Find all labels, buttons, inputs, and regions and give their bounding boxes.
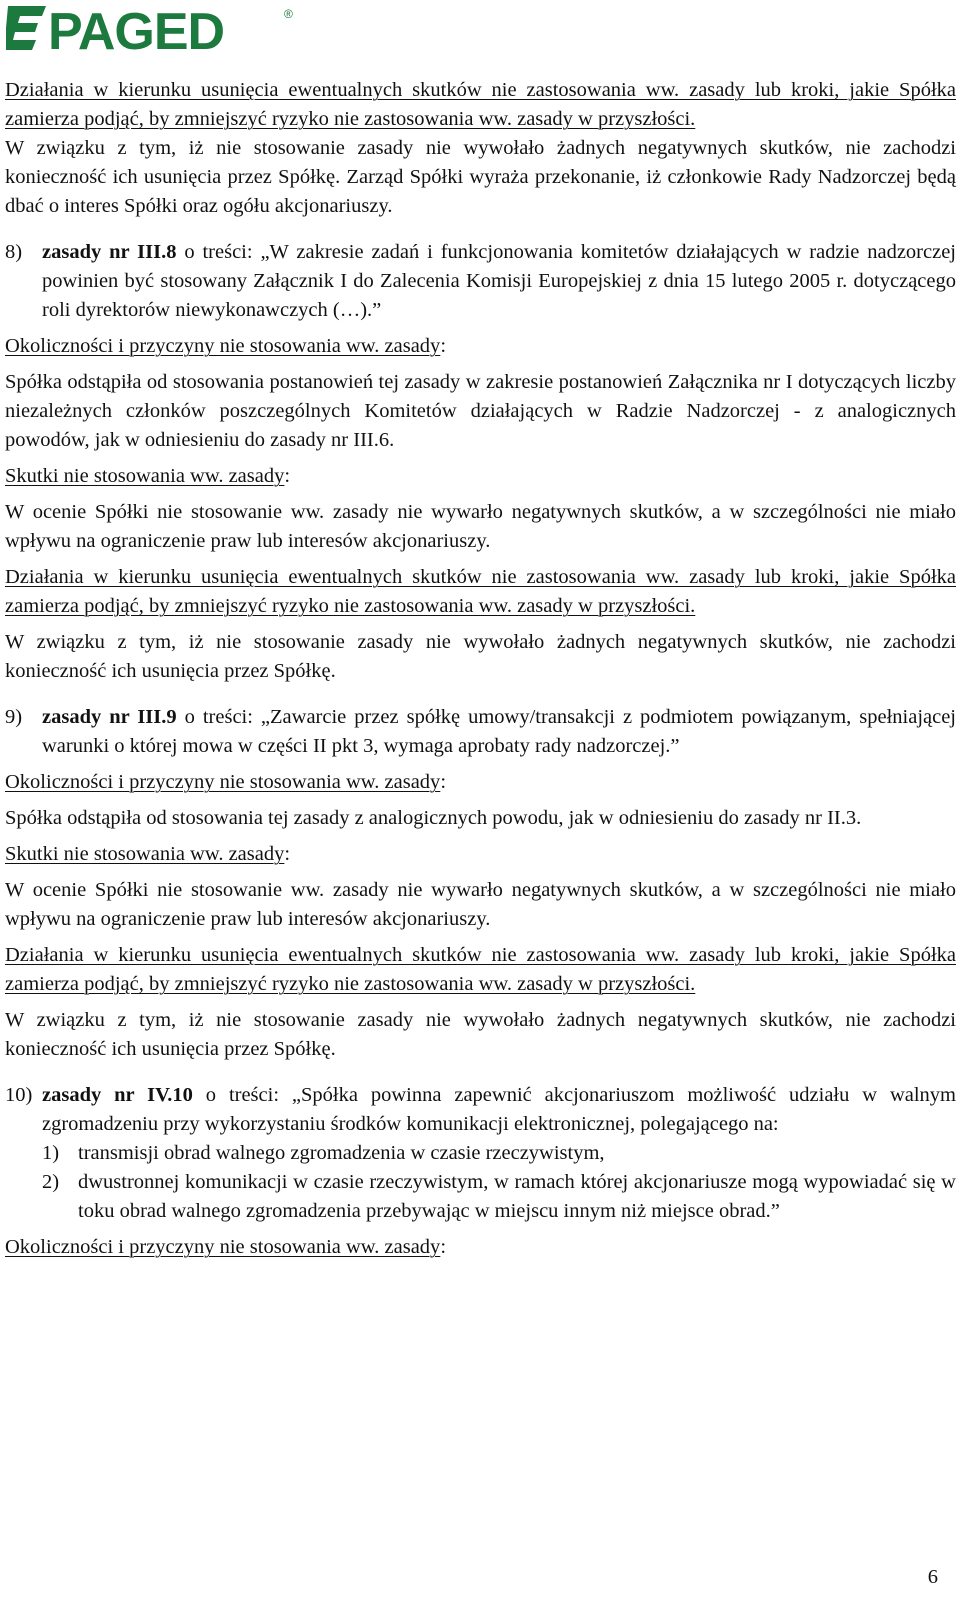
- effects-heading: Skutki nie stosowania ww. zasady:: [5, 465, 291, 487]
- circumstances-text: Spółka odstąpiła od stosowania tej zasady z analogicznych powodu, jak w odniesieniu do zasady nr II.3.: [5, 807, 862, 829]
- logo-registered-mark: ®: [284, 7, 293, 21]
- paged-logo: [6, 4, 296, 52]
- sub-item-1: 1) transmisji obrad walnego zgromadzenia w czasie rzeczywistym,: [42, 1142, 605, 1164]
- actions-text: W związku z tym, iż nie stosowanie zasady nie wywołało żadnych negatywnych skutków, nie zachodzi konieczność ich usunięcia przez Spółkę.: [5, 1009, 956, 1060]
- list-item-9: 9) zasady nr III.9 o treści: „Zawarcie przez spółkę umowy/transakcji z podmiotem powiązanym, spełniającej warunki o której mowa w części II pkt 3, wymaga aprobaty rady nadzorczej.”: [5, 703, 956, 761]
- list-item-10: 10) zasady nr IV.10 o treści: „Spółka powinna zapewnić akcjonariuszom możliwość udziału w walnym zgromadzeniu przy wykorzystaniu środków komunikacji elektronicznej, polegającego na:: [5, 1081, 956, 1139]
- rule-reference: zasady nr IV.10: [42, 1084, 193, 1106]
- item-number: 10): [5, 1084, 33, 1106]
- circumstances-heading: Okoliczności i przyczyny nie stosowania ww. zasady:: [5, 771, 447, 793]
- document-body: [5, 76, 956, 1262]
- item-number: 8): [5, 241, 23, 263]
- circumstances-heading: Okoliczności i przyczyny nie stosowania ww. zasady:: [5, 335, 447, 357]
- logo-text: PAGED: [48, 4, 225, 52]
- rule-reference: zasady nr III.9: [42, 706, 177, 728]
- actions-text: W związku z tym, iż nie stosowanie zasady nie wywołało żadnych negatywnych skutków, nie zachodzi konieczność ich usunięcia przez Spółkę. Zarząd Spółki wyraża przekonanie, iż członkowie Rady Nadzorczej będą dbać o interes Spółki oraz ogółu akcjonariuszy.: [5, 137, 956, 217]
- circumstances-text: Spółka odstąpiła od stosowania postanowień tej zasady w zakresie postanowień Załącznika nr I dotyczących liczby niezależnych członków poszczególnych Komitetów działających w Radzie Nadzorczej - z analogicznych powodów, jak w odniesieniu do zasady nr III.6.: [5, 371, 956, 451]
- actions-heading: Działania w kierunku usunięcia ewentualnych skutków nie zastosowania ww. zasady lub kroki, jakie Spółka zamierza podjąć, by zmniejszyć ryzyko nie zastosowania ww. zasady w przyszłości.: [5, 944, 956, 995]
- rule-reference: zasady nr III.8: [42, 241, 177, 263]
- actions-heading: Działania w kierunku usunięcia ewentualnych skutków nie zastosowania ww. zasady lub kroki, jakie Spółka zamierza podjąć, by zmniejszyć ryzyko nie zastosowania ww. zasady w przyszłości.: [5, 566, 956, 617]
- item-number: 9): [5, 706, 23, 728]
- sub-item-2: 2) dwustronnej komunikacji w czasie rzeczywistym, w ramach której akcjonariusze mogą wypowiadać się w toku obrad walnego zgromadzenia przebywając w miejscu innym niż miejsce obrad.”: [42, 1171, 956, 1222]
- effects-text: W ocenie Spółki nie stosowanie ww. zasady nie wywarło negatywnych skutków, a w szczególności nie miało wpływu na ograniczenie praw lub interesów akcjonariuszy.: [5, 879, 956, 930]
- effects-text: W ocenie Spółki nie stosowanie ww. zasady nie wywarło negatywnych skutków, a w szczególności nie miało wpływu na ograniczenie praw lub interesów akcjonariuszy.: [5, 501, 956, 552]
- actions-text: W związku z tym, iż nie stosowanie zasady nie wywołało żadnych negatywnych skutków, nie zachodzi konieczność ich usunięcia przez Spółkę.: [5, 631, 956, 682]
- page-number: 6: [927, 1566, 938, 1588]
- circumstances-heading: Okoliczności i przyczyny nie stosowania ww. zasady:: [5, 1236, 447, 1258]
- actions-heading: Działania w kierunku usunięcia ewentualnych skutków nie zastosowania ww. zasady lub kroki, jakie Spółka zamierza podjąć, by zmniejszyć ryzyko nie zastosowania ww. zasady w przyszłości.: [5, 79, 956, 130]
- list-item-8: 8) zasady nr III.8 o treści: „W zakresie zadań i funkcjonowania komitetów działających w radzie nadzorczej powinien być stosowany Załącznik I do Zalecenia Komisji Europejskiej z dnia 15 lutego 2005 r. dotyczącego roli dyrektorów niewykonawczych (…).”: [5, 238, 956, 325]
- effects-heading: Skutki nie stosowania ww. zasady:: [5, 843, 291, 865]
- logo-e-mark: [6, 6, 46, 50]
